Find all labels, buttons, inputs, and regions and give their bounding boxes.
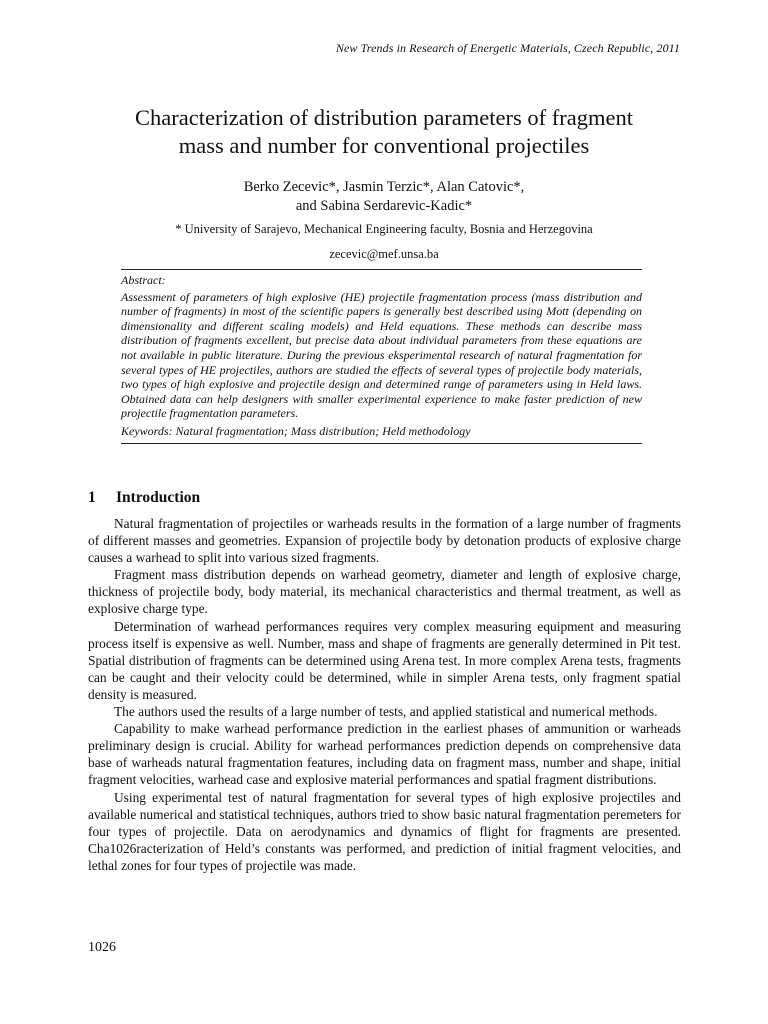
contact-email: zecevic@mef.unsa.ba bbox=[329, 247, 439, 261]
section-body bbox=[88, 515, 681, 874]
paper-title bbox=[60, 104, 708, 160]
abstract-box bbox=[121, 269, 642, 444]
section-number: 1 bbox=[88, 489, 96, 506]
paragraph: Capability to make warhead performance prediction in the earliest phases of ammunition or warheads preliminary design is crucial. Ability for warhead performances prediction depends on comprehensive data base of warheads natural fragmentation features, including data on fragment mass, number and shape, initial fragment velocities, warhead case and explosive material performances and spatial fragment distributions. bbox=[88, 721, 681, 788]
paragraph: The authors used the results of a large number of tests, and applied statistical and numerical methods. bbox=[114, 704, 658, 720]
abstract-label: Abstract: bbox=[121, 273, 166, 287]
affiliation: * University of Sarajevo, Mechanical Engineering faculty, Bosnia and Herzegovina bbox=[175, 222, 593, 236]
section-heading bbox=[88, 489, 200, 507]
title-line-1: Characterization of distribution parameters of fragment bbox=[135, 105, 633, 130]
paragraph: Natural fragmentation of projectiles or warheads results in the formation of a large number of fragments of different masses and geometries. Expansion of projectile body by detonation products of explosive charge causes a warhead to split into various sized fragments. bbox=[88, 516, 681, 566]
title-line-2: mass and number for conventional projectiles bbox=[178, 133, 590, 158]
paragraph: Determination of warhead performances requires very complex measuring equipment and measuring process itself is expensive as well. Number, mass and shape of fragments are generally determined in Pit test. Spatial distribution of fragments can be determined using Arena test. In more complex Arena tests, fragments can be caught and their velocity could be determined, while in simpler Arena tests, only fragment spatial density is measured. bbox=[88, 618, 681, 702]
authors-line-2: and Sabina Serdarevic-Kadic* bbox=[295, 198, 473, 214]
running-header: New Trends in Research of Energetic Materials, Czech Republic, 2011 bbox=[335, 41, 680, 55]
authors-line-1: Berko Zecevic*, Jasmin Terzic*, Alan Catovic*, bbox=[243, 179, 525, 195]
keywords: Keywords: Natural fragmentation; Mass distribution; Held methodology bbox=[121, 423, 471, 438]
paragraph: Using experimental test of natural fragmentation for several types of high explosive projectiles and available numerical and statistical techniques, authors tried to show basic natural fragmentation peremeters for four types of projectile. Data on aerodynamics and dynamics of flight for fragments are presented. Cha1026racterization of Held’s constants was performed, and prediction of initial fragment velocities, and lethal zones for four types of projectile was made. bbox=[88, 789, 681, 873]
author-list bbox=[60, 178, 708, 216]
paragraph: Fragment mass distribution depends on warhead geometry, diameter and length of explosive charge, thickness of projectile body, body material, its mechanical characteristics and thermal treatment, as well as explosive charge type. bbox=[88, 567, 681, 617]
section-title: Introduction bbox=[116, 489, 201, 506]
page-number: 1026 bbox=[88, 940, 116, 955]
abstract-text: Assessment of parameters of high explosive (HE) projectile fragmentation process (mass distribution and number of fragments) in most of the scientific papers is generally best described using Mott (depending on dimensionality and different scaling models) and Held equations. These methods can describe mass distribution of fragments excellent, but precise data about individual parameters from these equations are not available in public literature. During the previous eksperimental research of natural fragmentation for several types of HE projectiles, authors are studied the effects of several types of projectile body materials, two types of high explosive and projectile design and determined range of parameters using in Held laws. Obtained data can help designers with smaller experimental experience to make faster prediction of new projectile fragmentation parameters. bbox=[121, 289, 642, 421]
